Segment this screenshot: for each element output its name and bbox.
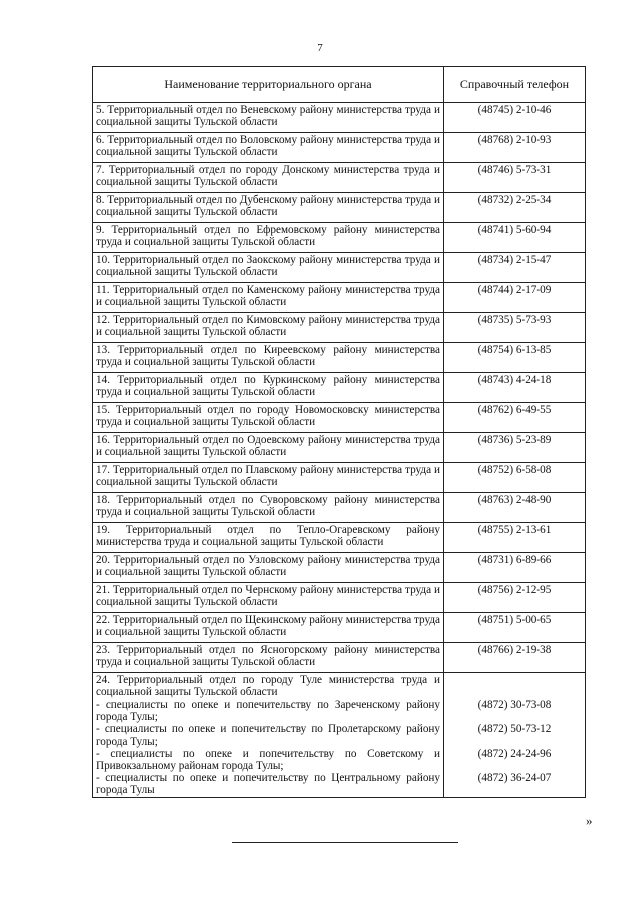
table-row xyxy=(93,523,586,553)
office-name: 22. Территориальный отдел по Щекинскому району министерства труда и социальной защиты Тульской области xyxy=(93,613,444,643)
table-row xyxy=(93,223,586,253)
office-phone: (48766) 2-19-38 xyxy=(444,643,586,673)
office-name: 21. Территориальный отдел по Чернскому району министерства труда и социальной защиты Тульской области xyxy=(93,583,444,613)
office-name: 8. Территориальный отдел по Дубенскому району министерства труда и социальной защиты Тульской области xyxy=(93,193,444,223)
tula-subdivision-name: - специалисты по опеке и попечительству по Пролетарскому району города Тулы; xyxy=(96,723,440,748)
office-phone: (48741) 5-60-94 xyxy=(444,223,586,253)
tula-subdivision-phone: (4872) 50-73-12 xyxy=(477,723,552,736)
table-row-tula xyxy=(93,673,586,798)
office-phone: (48734) 2-15-47 xyxy=(444,253,586,283)
table-row xyxy=(93,613,586,643)
tula-phone-cell xyxy=(444,673,586,798)
tula-office-cell xyxy=(93,673,444,798)
office-name: 23. Территориальный отдел по Ясногорскому району министерства труда и социальной защиты Тульской области xyxy=(93,643,444,673)
table-row xyxy=(93,133,586,163)
table-row xyxy=(93,313,586,343)
office-phone: (48768) 2-10-93 xyxy=(444,133,586,163)
office-name: 10. Территориальный отдел по Заокскому району министерства труда и социальной защиты Тульской области xyxy=(93,253,444,283)
office-phone: (48754) 6-13-85 xyxy=(444,343,586,373)
table-row xyxy=(93,253,586,283)
office-name: 16. Территориальный отдел по Одоевскому району министерства труда и социальной защиты Тульской области xyxy=(93,433,444,463)
table-row xyxy=(93,103,586,133)
office-name: 6. Территориальный отдел по Воловскому району министерства труда и социальной защиты Тульской области xyxy=(93,133,444,163)
offices-table xyxy=(92,66,586,798)
office-phone: (48762) 6-49-55 xyxy=(444,403,586,433)
header-name: Наименование территориального органа xyxy=(93,67,444,103)
table-row xyxy=(93,193,586,223)
table-row xyxy=(93,343,586,373)
tula-subdivision-name: - специалисты по опеке и попечительству по Советскому и Привокзальному районам города Тулы; xyxy=(96,747,440,772)
office-phone: (48736) 5-23-89 xyxy=(444,433,586,463)
table-row xyxy=(93,493,586,523)
office-phone: (48732) 2-25-34 xyxy=(444,193,586,223)
office-phone: (48746) 5-73-31 xyxy=(444,163,586,193)
table-row xyxy=(93,553,586,583)
office-name: 14. Территориальный отдел по Куркинскому району министерства труда и социальной защиты Тульской области xyxy=(93,373,444,403)
office-phone: (48751) 5-00-65 xyxy=(444,613,586,643)
closing-quote: » xyxy=(586,813,593,828)
office-name: 12. Территориальный отдел по Кимовскому району министерства труда и социальной защиты Тульской области xyxy=(93,313,444,343)
tula-phone-spacer xyxy=(447,674,582,699)
office-name: 18. Территориальный отдел по Суворовскому району министерства труда и социальной защиты Тульской области xyxy=(93,493,444,523)
office-phone: (48752) 6-58-08 xyxy=(444,463,586,493)
tula-subdivision-name: - специалисты по опеке и попечительству по Центральному району города Тулы xyxy=(96,771,440,797)
office-name: 5. Территориальный отдел по Веневскому району министерства труда и социальной защиты Тульской области xyxy=(93,103,444,133)
tula-subdivision-phone: (4872) 24-24-96 xyxy=(477,747,552,760)
tula-subdivision-phone: (4872) 36-24-07 xyxy=(477,771,552,784)
tula-office-name: 24. Территориальный отдел по городу Туле министерства труда и социальной защиты Тульской области xyxy=(96,674,440,699)
table-row xyxy=(93,583,586,613)
table-header-row xyxy=(93,67,586,103)
office-phone: (48745) 2-10-46 xyxy=(444,103,586,133)
office-name: 19. Территориальный отдел по Тепло-Огаревскому району министерства труда и социальной защиты Тульской области xyxy=(93,523,444,553)
page-number: 7 xyxy=(317,42,323,54)
table-row xyxy=(93,283,586,313)
footer-divider xyxy=(232,842,458,843)
office-phone: (48763) 2-48-90 xyxy=(444,493,586,523)
header-phone: Справочный телефон xyxy=(444,67,586,103)
office-name: 17. Территориальный отдел по Плавскому району министерства труда и социальной защиты Тульской области xyxy=(93,463,444,493)
table-row xyxy=(93,403,586,433)
office-name: 13. Территориальный отдел по Киреевскому району министерства труда и социальной защиты Тульской области xyxy=(93,343,444,373)
office-phone: (48735) 5-73-93 xyxy=(444,313,586,343)
table-row xyxy=(93,373,586,403)
office-phone: (48744) 2-17-09 xyxy=(444,283,586,313)
office-phone: (48731) 6-89-66 xyxy=(444,553,586,583)
tula-subdivision-phone: (4872) 30-73-08 xyxy=(477,698,552,711)
table-row xyxy=(93,163,586,193)
office-phone: (48756) 2-12-95 xyxy=(444,583,586,613)
office-name: 7. Территориальный отдел по городу Донскому министерства труда и социальной защиты Тульской области xyxy=(93,163,444,193)
office-name: 9. Территориальный отдел по Ефремовскому району министерства труда и социальной защиты Тульской области xyxy=(93,223,444,253)
tula-subdivision-name: - специалисты по опеке и попечительству по Зареченскому району города Тулы; xyxy=(96,698,440,724)
office-phone: (48755) 2-13-61 xyxy=(444,523,586,553)
table-row xyxy=(93,643,586,673)
office-name: 11. Территориальный отдел по Каменскому району министерства труда и социальной защиты Тульской области xyxy=(93,283,444,313)
table-row xyxy=(93,463,586,493)
table-row xyxy=(93,433,586,463)
office-name: 20. Территориальный отдел по Узловскому району министерства труда и социальной защиты Тульской области xyxy=(93,553,444,583)
office-phone: (48743) 4-24-18 xyxy=(444,373,586,403)
office-name: 15. Территориальный отдел по городу Новомосковску министерства труда и социальной защиты Тульской области xyxy=(93,403,444,433)
